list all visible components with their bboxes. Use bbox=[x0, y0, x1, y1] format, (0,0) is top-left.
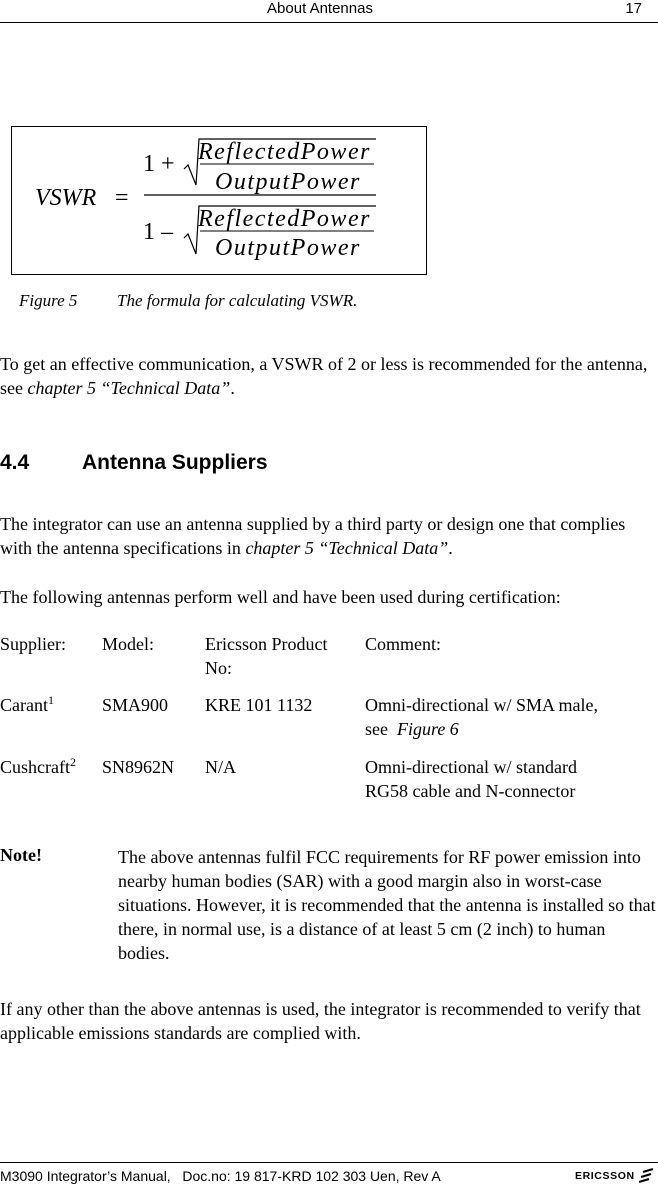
table-row-product-no: N/A bbox=[205, 757, 236, 777]
table-row-supplier: Carant$^1$ bbox=[0, 693, 54, 715]
chapter-5-link[interactable]: chapter 5 “Technical Data” bbox=[27, 378, 231, 398]
formula-lhs: VSWR bbox=[35, 185, 97, 211]
header-product-no: Ericsson Product No: bbox=[205, 634, 328, 678]
note-text: The above antennas fulfil FCC requirements for RF power emission into nearby human bodies (SAR) with a good margin also in worst-case situations. However, it is recommended that the antenna is installed so that there, in normal use, is a distance of at least 5 cm (2 inch) to human bodies. bbox=[118, 847, 656, 963]
figure-caption bbox=[19, 291, 357, 311]
table-row-comment: Omni-directional w/ SMA male, see Figure 6 bbox=[365, 695, 598, 739]
ericsson-logo bbox=[575, 1166, 655, 1184]
denominator-prefix: 1 – bbox=[143, 219, 173, 245]
header-comment: Comment: bbox=[365, 634, 441, 654]
integrator-paragraph: The integrator can use an antenna supplied by a third party or design one that complies with the antenna specifications in chapter 5 “Technical Data”. bbox=[0, 514, 626, 558]
note-label: Note! bbox=[0, 845, 42, 865]
table-row-supplier: Cushcraft$^2$ bbox=[0, 755, 76, 777]
figure-caption-text: The formula for calculating VSWR. bbox=[117, 291, 358, 310]
header-rule bbox=[0, 22, 658, 23]
footer-rule bbox=[0, 1162, 658, 1163]
section-number: 4.4 bbox=[0, 451, 30, 474]
intro-paragraph: To get an effective communication, a VSWR of 2 or less is recommended for the antenna, see chapter 5 “Technical Data”. bbox=[0, 354, 648, 398]
numerator-output: OutputPower bbox=[215, 169, 361, 195]
denominator-reflected: ReflectedPower bbox=[198, 206, 371, 232]
header-title: About Antennas bbox=[267, 0, 373, 17]
footnote-marker: 1 bbox=[47, 693, 54, 707]
footer-doc-no: Doc.no: 19 817-KRD 102 303 Uen, Rev A bbox=[182, 1168, 441, 1184]
vswr-formula-box bbox=[11, 126, 427, 275]
footnote-marker: 2 bbox=[69, 755, 76, 769]
ericsson-logo-text: ERICSSON bbox=[575, 1170, 635, 1182]
formula-equals: = bbox=[115, 185, 129, 211]
table-row-product-no: KRE 101 1132 bbox=[205, 695, 313, 715]
section-heading bbox=[0, 451, 268, 475]
denominator-output: OutputPower bbox=[215, 235, 361, 261]
footer-manual: M3090 Integrator’s Manual, bbox=[0, 1168, 171, 1184]
closing-paragraph: If any other than the above antennas is used, the integrator is recommended to verify that applicable emissions standards are complied with. bbox=[0, 999, 641, 1043]
header-supplier: Supplier: bbox=[0, 634, 66, 654]
antennas-intro-paragraph: The following antennas perform well and have been used during certification: bbox=[0, 587, 561, 607]
table-row-comment: Omni-directional w/ standard RG58 cable and N-connector bbox=[365, 757, 577, 801]
vswr-formula bbox=[12, 127, 426, 274]
chapter-5-link[interactable]: chapter 5 “Technical Data” bbox=[245, 538, 449, 558]
figure-6-link[interactable]: Figure 6 bbox=[396, 719, 459, 739]
header-model: Model: bbox=[102, 634, 154, 654]
footer-doc-info bbox=[0, 1168, 441, 1184]
figure-number: Figure 5 bbox=[19, 291, 78, 310]
numerator-reflected: ReflectedPower bbox=[198, 139, 371, 165]
numerator-prefix: 1 + bbox=[143, 151, 175, 177]
table-row-model: SMA900 bbox=[102, 695, 169, 715]
section-title: Antenna Suppliers bbox=[82, 451, 268, 474]
table-row-model: SN8962N bbox=[102, 757, 175, 777]
ericsson-logo-mark-icon bbox=[639, 1169, 653, 1182]
page-number: 17 bbox=[625, 0, 642, 17]
